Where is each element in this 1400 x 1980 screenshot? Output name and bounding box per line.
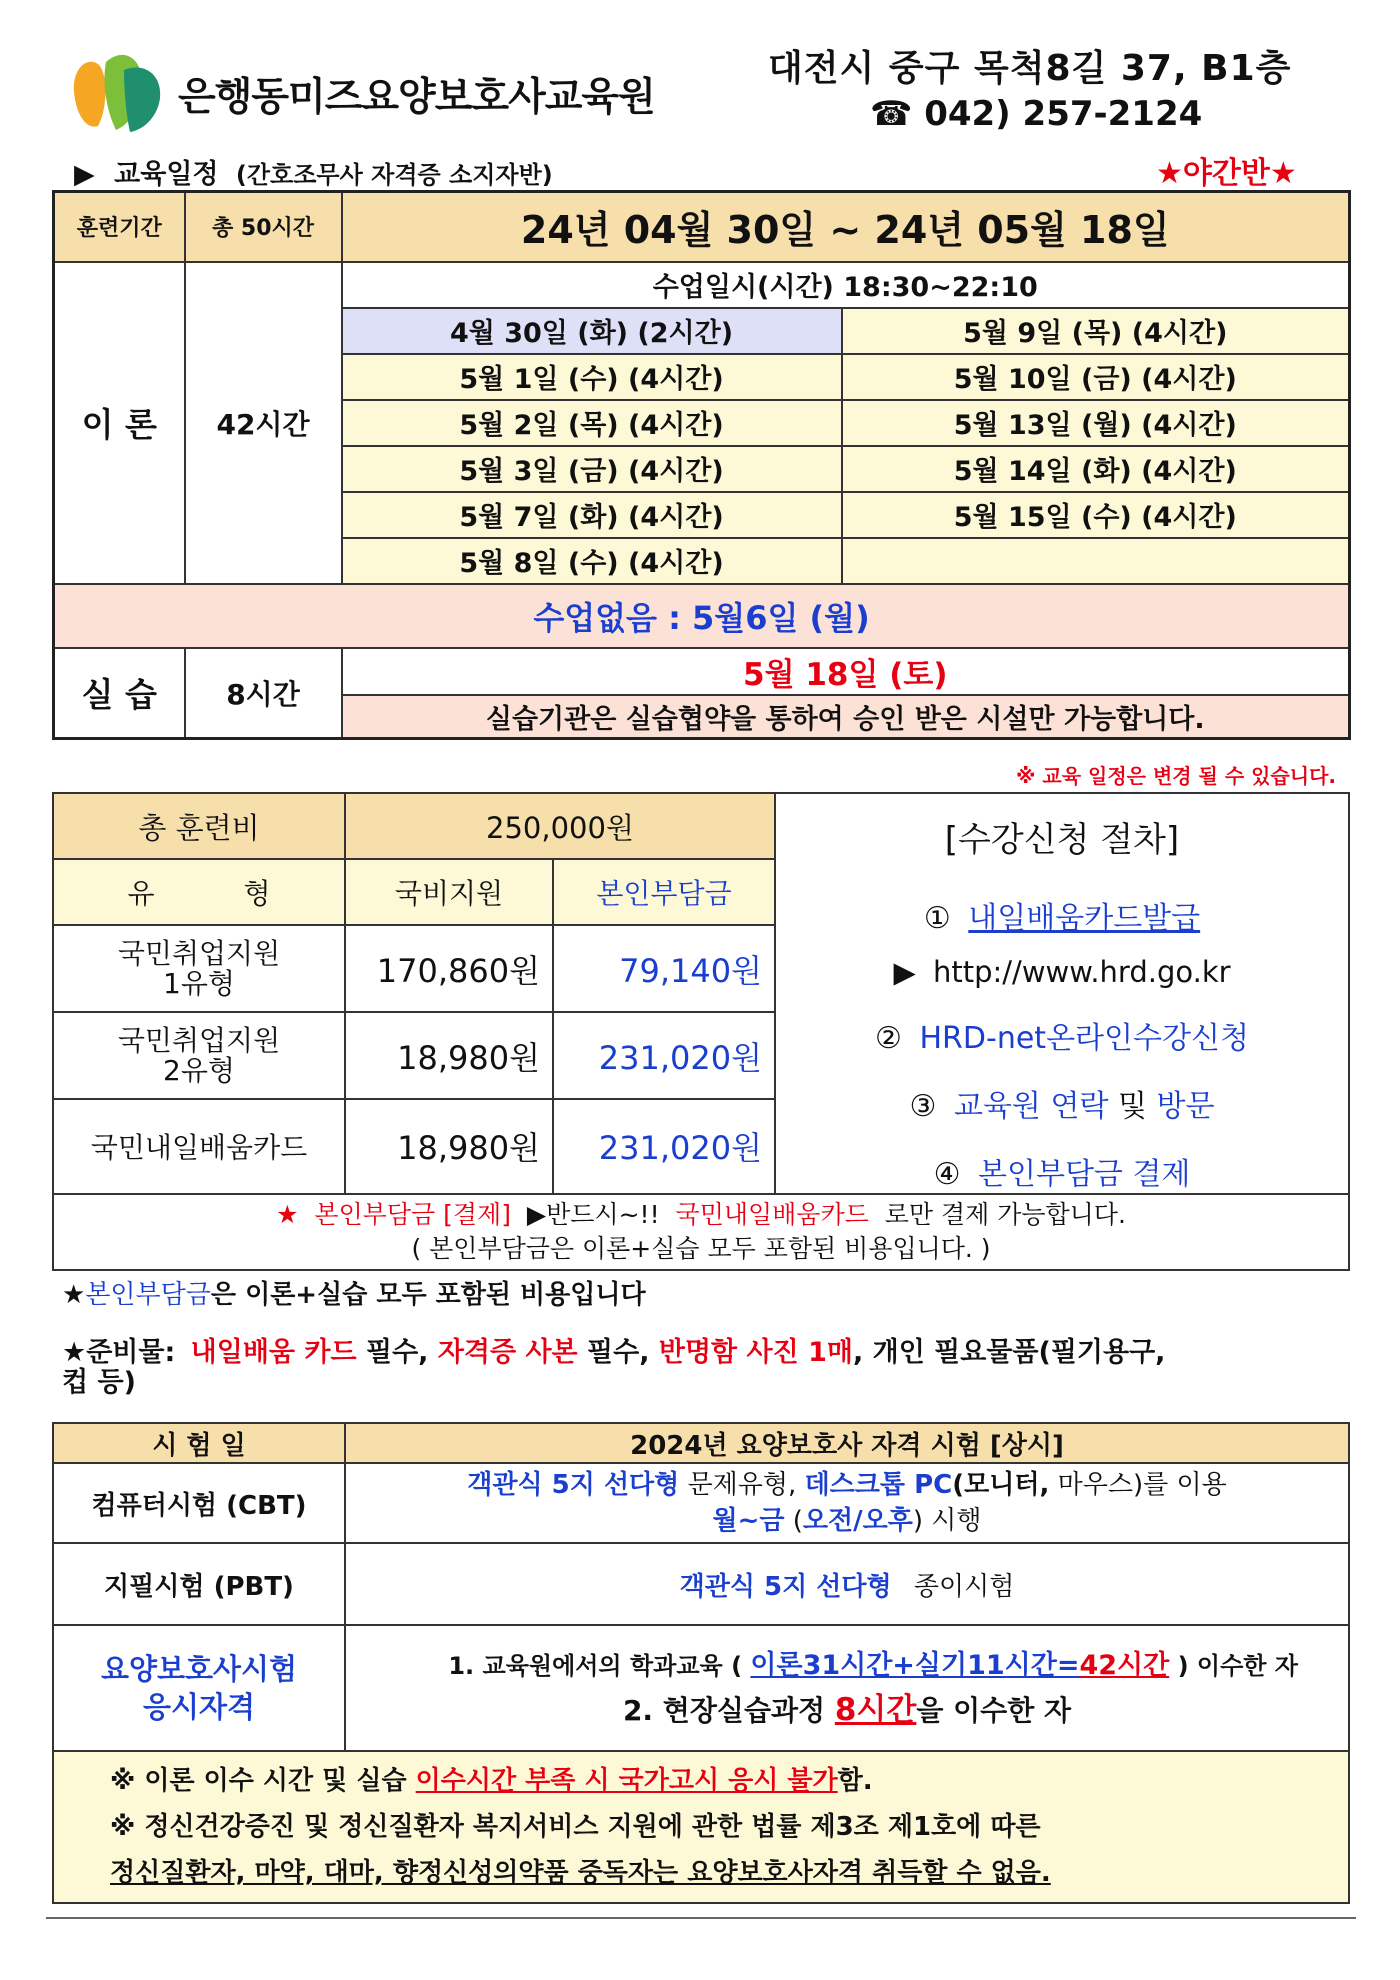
schedule-day: 4월 30일 (화) (2시간) — [342, 308, 842, 354]
phone-number: 042) 257-2124 — [924, 94, 1203, 134]
fee-type — [53, 925, 345, 1012]
procedure-step-2 — [776, 1013, 1348, 1057]
schedule-day: 5월 10일 (금) (4시간) — [842, 354, 1350, 400]
schedule-day-empty — [842, 538, 1350, 584]
cbt-text: (모니터, — [952, 1470, 1050, 1500]
prep-text: , 개인 필요물품(필기용구, — [852, 1337, 1166, 1368]
no-class-notice: 수업없음 : 5월6일 (월) — [54, 584, 1350, 648]
cbt-text: ) 시행 — [912, 1506, 982, 1536]
schedule-day: 5월 2일 (목) (4시간) — [342, 400, 842, 446]
warning-line3: 정신질환자, 마약, 대마, 향정신성의약품 중독자는 요양보호사자격 취득할 수 없음. — [110, 1858, 1051, 1888]
col-gov-support: 국비지원 — [345, 859, 553, 925]
schedule-day: 5월 1일 (수) (4시간) — [342, 354, 842, 400]
triangle-icon: ▶ — [74, 159, 95, 190]
qualification-text: ) 이수한 자 — [1177, 1651, 1298, 1680]
procedure-step-1 — [776, 893, 1348, 937]
exam-warning — [53, 1751, 1349, 1903]
star-icon: ★ — [62, 1337, 87, 1368]
qualification-text: 이론31시간+실기11시간= — [750, 1649, 1080, 1681]
fee-type-line: 국민취업지원 — [117, 1023, 281, 1057]
cbt-line1 — [346, 1467, 1348, 1503]
logo-icon — [68, 48, 166, 134]
practice-hours: 8시간 — [185, 648, 342, 739]
schedule-day: 5월 15일 (수) (4시간) — [842, 492, 1350, 538]
address: 대전시 중구 목척8길 37, B1층 — [768, 48, 1292, 89]
schedule-day: 5월 9일 (목) (4시간) — [842, 308, 1350, 354]
section-title-text: 교육일정 — [114, 159, 219, 190]
payment-note — [53, 1194, 1349, 1270]
cbt-line2 — [346, 1503, 1348, 1539]
procedure-url — [776, 955, 1348, 989]
online-apply-link[interactable]: HRD-net온라인수강신청 — [919, 1021, 1249, 1056]
practice-note: 실습기관은 실습협약을 통하여 승인 받은 시설만 가능합니다. — [342, 695, 1350, 739]
hrd-url-link[interactable]: http://www.hrd.go.kr — [932, 955, 1231, 989]
procedure-step-3 — [776, 1081, 1348, 1125]
schedule-day: 5월 14일 (화) (4시간) — [842, 446, 1350, 492]
schedule-change-note: ※ 교육 일정은 변경 될 수 있습니다. — [1016, 764, 1336, 788]
cbt-label: 컴퓨터시험 (CBT) — [53, 1463, 345, 1543]
class-time: 수업일시(시간) 18:30~22:10 — [342, 262, 1350, 308]
section-subtitle: (간호조무사 자격증 소지자반) — [235, 161, 553, 189]
preparation-line2: 컵 등) — [62, 1367, 136, 1398]
cbt-text: 월~금 — [712, 1506, 785, 1536]
fee-type-line: 1유형 — [163, 966, 235, 1000]
step3-text: 연락 — [1050, 1089, 1109, 1124]
org-name: 은행동미즈요양보호사교육원 — [178, 75, 655, 120]
warning-line1 — [110, 1758, 1348, 1804]
prep-text: 필수, — [365, 1337, 429, 1368]
prep-label: 준비물: — [86, 1337, 176, 1368]
fee-type-line: 국민취업지원 — [117, 936, 281, 970]
phone-icon: ☎ — [870, 94, 913, 134]
arrow-icon: ▶ — [893, 955, 916, 989]
total-hours-label: 총 50시간 — [185, 192, 342, 262]
prep-item: 반명함 사진 1매 — [658, 1337, 853, 1368]
practice-label: 실 습 — [54, 648, 185, 739]
exam-table — [52, 1422, 1350, 1904]
payment-note-text: 본인부담금 [결제] — [314, 1200, 511, 1229]
schedule-day: 5월 7일 (화) (4시간) — [342, 492, 842, 538]
qualification-line2 — [346, 1688, 1348, 1733]
cbt-detail — [345, 1463, 1349, 1543]
theory-hours: 42시간 — [185, 262, 342, 584]
fee-type: 국민내일배움카드 — [53, 1099, 345, 1194]
step3-text: 방문 — [1156, 1089, 1215, 1124]
payment-note-line1 — [54, 1198, 1348, 1232]
qualification-label — [53, 1625, 345, 1751]
preparation-note — [62, 1338, 1352, 1398]
schedule-table — [52, 190, 1351, 740]
cost-note — [62, 1274, 646, 1311]
practice-date: 5월 18일 (토) — [342, 648, 1350, 695]
pbt-detail — [345, 1543, 1349, 1625]
warning-text: 이수시간 부족 시 국가고시 응시 불가 — [415, 1766, 838, 1796]
payment-note-line2: ( 본인부담금은 이론+실습 모두 포함된 비용입니다. ) — [411, 1234, 991, 1263]
star-icon: ★ — [276, 1200, 299, 1229]
step-number: ③ — [909, 1089, 937, 1124]
fee-gov: 170,860원 — [345, 925, 553, 1012]
qualification-detail — [345, 1625, 1349, 1751]
procedure-title: [수강신청 절차] — [944, 820, 1180, 860]
cbt-text: 문제유형, — [687, 1470, 797, 1500]
fee-type — [53, 1012, 345, 1099]
star-icon: ★ — [62, 1280, 86, 1310]
warning-text: ※ 이론 이수 시간 및 실습 — [110, 1766, 407, 1796]
card-issue-link[interactable]: 내일배움카드발급 — [968, 901, 1201, 936]
qualification-line1 — [346, 1644, 1348, 1688]
period-label: 훈련기간 — [54, 192, 185, 262]
cbt-text: 마우스)를 이용 — [1057, 1470, 1227, 1500]
qualification-label-line: 응시자격 — [142, 1690, 256, 1724]
step3-text: 및 — [1117, 1089, 1147, 1124]
bottom-divider — [46, 1917, 1356, 1919]
phone-line — [870, 94, 1202, 134]
step-number: ① — [923, 901, 951, 936]
step-number: ④ — [933, 1157, 961, 1192]
procedure-step-4 — [776, 1149, 1348, 1193]
col-self-pay: 본인부담금 — [553, 859, 775, 925]
exam-title: 2024년 요양보호사 자격 시험 [상시] — [345, 1423, 1349, 1463]
step-number: ② — [875, 1021, 902, 1056]
section-title — [74, 152, 553, 191]
payment-step: 본인부담금 결제 — [978, 1157, 1191, 1192]
fee-self: 231,020원 — [553, 1099, 775, 1194]
theory-label: 이 론 — [54, 262, 185, 584]
cbt-text: 데스크톱 PC — [804, 1470, 953, 1500]
prep-text: 필수, — [587, 1337, 650, 1368]
warning-line2: ※ 정신건강증진 및 정신질환자 복지서비스 지원에 관한 법률 제3조 제1호에 따른 — [110, 1812, 1041, 1842]
qualification-text: 1. 교육원에서의 학과교육 ( — [448, 1651, 743, 1680]
fee-self: 79,140원 — [553, 925, 775, 1012]
cost-note-text: 은 이론+실습 모두 포함된 비용입니다 — [210, 1280, 646, 1310]
period-range: 24년 04월 30일 ~ 24년 05월 18일 — [342, 192, 1350, 262]
exam-day-label: 시 험 일 — [53, 1423, 345, 1463]
payment-note-text: 로만 결제 가능합니다. — [884, 1200, 1126, 1229]
payment-note-text: ▶반드시~!! — [526, 1200, 660, 1229]
qualification-text: 8시간 — [834, 1691, 917, 1728]
schedule-day: 5월 8일 (수) (4시간) — [342, 538, 842, 584]
qualification-text: 을 이수한 자 — [916, 1693, 1072, 1727]
qualification-text: 2. 현장실습과정 — [622, 1693, 826, 1727]
prep-item: 자격증 사본 — [437, 1337, 578, 1368]
procedure-panel — [775, 793, 1349, 1194]
fee-self: 231,020원 — [553, 1012, 775, 1099]
payment-note-text: 국민내일배움카드 — [675, 1200, 869, 1229]
fee-table — [52, 792, 1350, 1271]
cost-note-text: 본인부담금 — [85, 1280, 211, 1310]
cbt-text: 오전/오후 — [802, 1506, 913, 1536]
qualification-label-line: 요양보호사시험 — [100, 1652, 298, 1686]
qualification-text: 42시간 — [1079, 1649, 1170, 1681]
cbt-text: ( — [792, 1506, 803, 1536]
fee-type-line: 2유형 — [163, 1053, 235, 1087]
schedule-day: 5월 3일 (금) (4시간) — [342, 446, 842, 492]
pbt-label: 지필시험 (PBT) — [53, 1543, 345, 1625]
fee-gov: 18,980원 — [345, 1099, 553, 1194]
prep-item: 내일배움 카드 — [190, 1337, 357, 1368]
schedule-day: 5월 13일 (월) (4시간) — [842, 400, 1350, 446]
pbt-text: 객관식 5지 선다형 — [679, 1571, 892, 1602]
warning-text: 함. — [837, 1766, 873, 1796]
step3-text: 교육원 — [953, 1089, 1041, 1124]
total-fee-label: 총 훈련비 — [53, 793, 345, 859]
fee-gov: 18,980원 — [345, 1012, 553, 1099]
total-fee-value: 250,000원 — [345, 793, 775, 859]
col-type: 유 형 — [53, 859, 345, 925]
night-class-badge: ★야간반★ — [1156, 156, 1297, 191]
pbt-text: 종이시험 — [913, 1571, 1015, 1602]
preparation-line1 — [62, 1338, 1352, 1368]
cbt-text: 객관식 5지 선다형 — [467, 1470, 680, 1500]
